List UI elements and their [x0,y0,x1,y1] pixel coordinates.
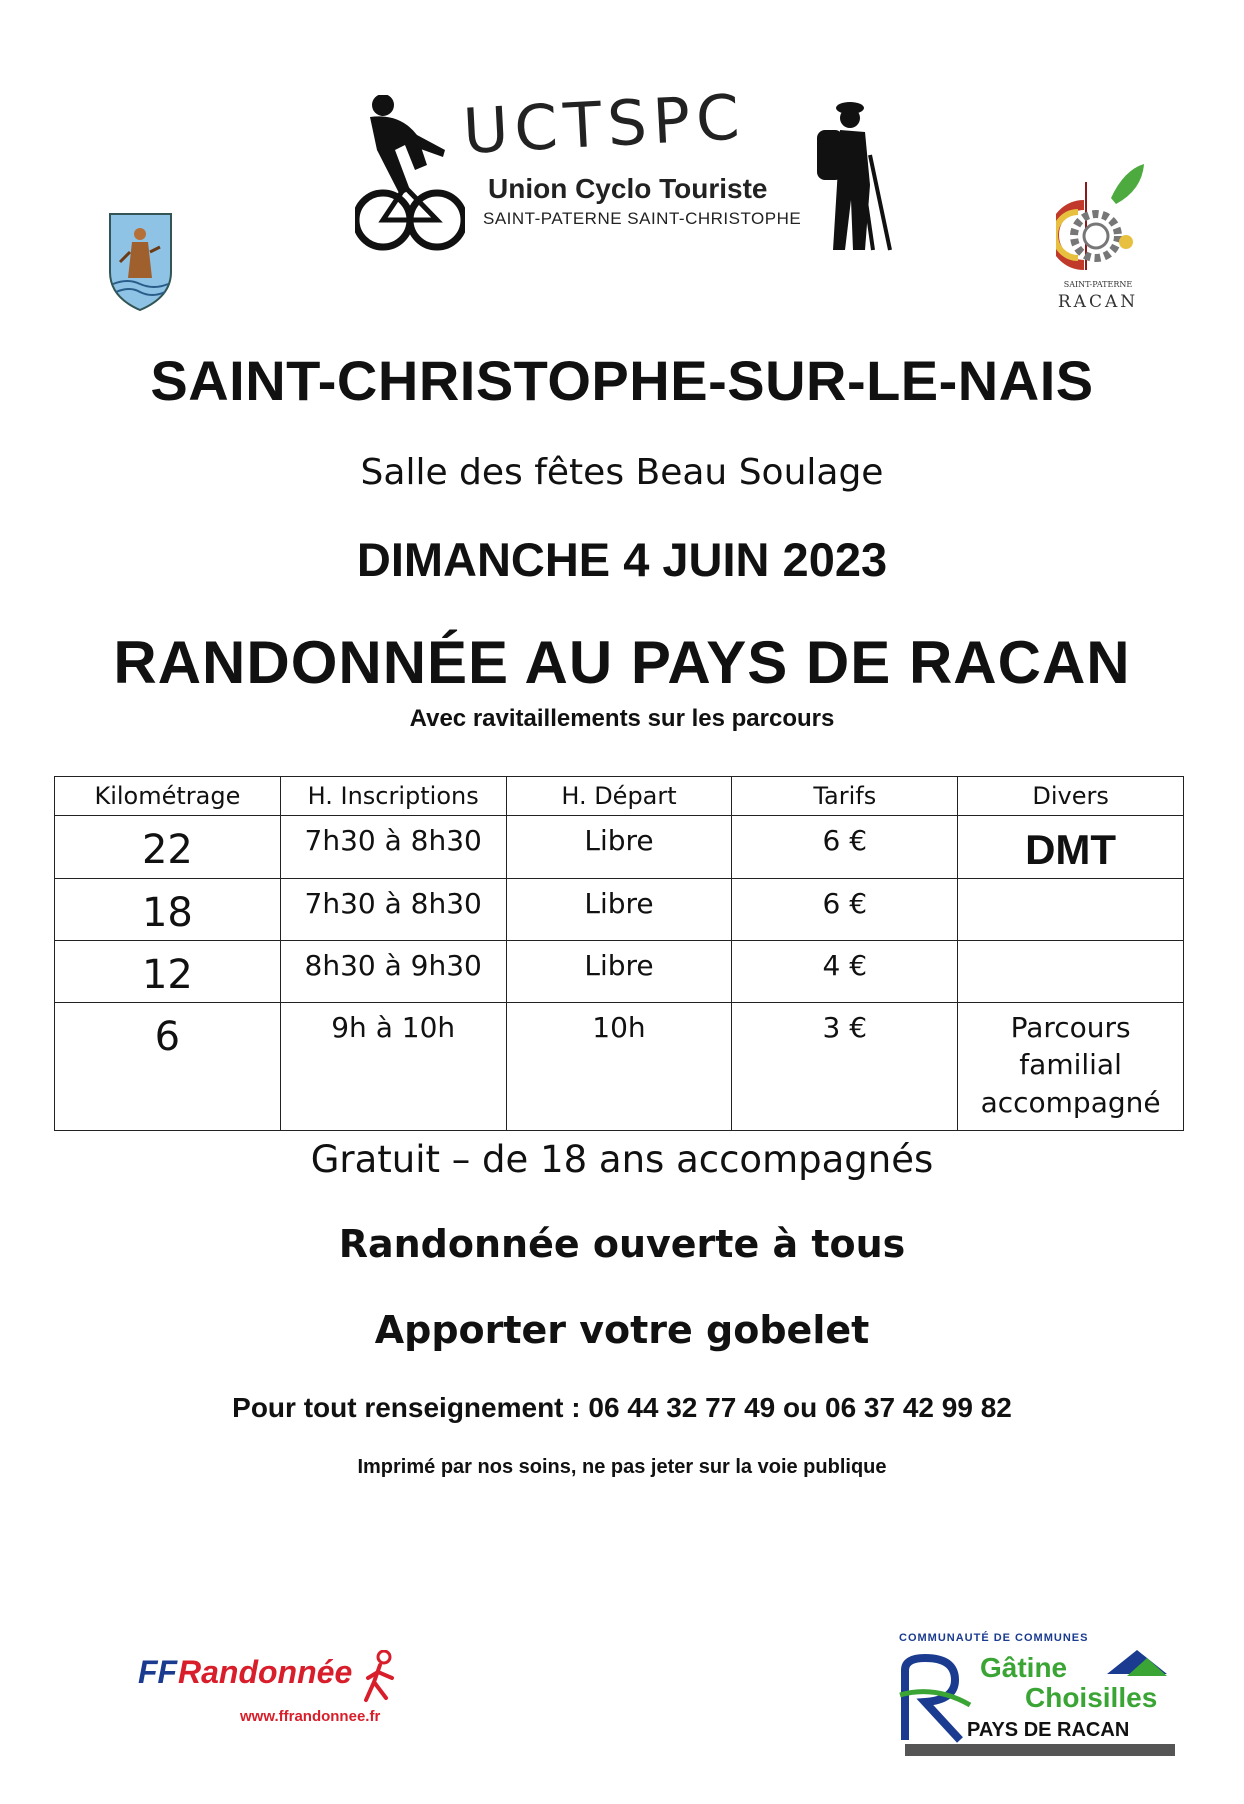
divers-line: accompagné [980,1085,1161,1119]
cell-depart: Libre [506,941,732,1003]
event-venue: Salle des fêtes Beau Soulage [360,452,884,493]
table-header-row [55,777,1184,816]
event-title: RANDONNÉE AU PAYS DE RACAN [113,629,1131,696]
cell-tarif: 6 € [732,816,958,879]
ffr-url: www.ffrandonnee.fr [240,1708,381,1725]
rides-table [54,776,1184,1131]
header-tarifs: Tarifs [732,777,958,816]
table-row [55,878,1184,940]
event-town: SAINT-CHRISTOPHE-SUR-LE-NAIS [150,349,1094,412]
hiker-icon [815,100,905,255]
cc-r-swoosh-icon [895,1650,975,1745]
cc-pays-text: PAYS DE RACAN [967,1719,1130,1741]
cc-tagline-bar [905,1744,1175,1756]
event-subtitle: Avec ravitaillements sur les parcours [409,705,835,732]
cell-inscriptions: 9h à 10h [280,1003,506,1131]
event-date: DIMANCHE 4 JUIN 2023 [356,533,888,586]
cell-depart: Libre [506,816,732,879]
cell-inscriptions: 7h30 à 8h30 [280,816,506,879]
cell-divers [958,878,1184,940]
free-entry-note: Gratuit – de 18 ans accompagnés [310,1138,934,1181]
ffr-ff-text: FF [138,1654,178,1690]
cell-km: 18 [55,878,281,940]
walker-icon [360,1650,400,1705]
cell-depart: 10h [506,1003,732,1131]
header-inscriptions: H. Inscriptions [280,777,506,816]
bring-cup-note: Apporter votre gobelet [374,1308,870,1352]
contact-info: Pour tout renseignement : 06 44 32 77 49 ou 06 37 42 99 82 [232,1392,1012,1423]
divers-line: familial [1019,1048,1122,1082]
table-row [55,941,1184,1003]
cell-divers: DMT [958,816,1184,879]
cell-tarif: 6 € [732,878,958,940]
racan-logo-small-text: SAINT-PATERNE [1063,280,1133,289]
divers-line: Parcours [1010,1011,1131,1045]
cell-depart: Libre [506,878,732,940]
cc-gatine-text: Gâtine [980,1652,1068,1683]
communaute-communes-logo [895,1632,1180,1757]
header-divers: Divers [958,777,1184,816]
cell-km: 22 [55,816,281,879]
shield-crest-icon [108,212,173,312]
club-name: Union Cyclo Touriste [488,173,768,204]
racan-logo-text: RACAN [1057,292,1139,312]
cell-inscriptions: 8h30 à 9h30 [280,941,506,1003]
cc-top-text: COMMUNAUTÉ DE COMMUNES [899,1632,1089,1644]
racan-logo [1048,160,1148,310]
table-row [55,816,1184,879]
club-towns: SAINT-PATERNE SAINT-CHRISTOPHE [483,209,802,228]
club-acronym: UCTSPC [461,80,748,168]
cell-km: 6 [55,1003,281,1131]
ffrandonnee-logo [138,1650,408,1730]
cc-roof-icon [1107,1646,1167,1686]
cell-divers [958,1003,1184,1131]
ffr-rando-text: Randonnée [178,1654,353,1690]
cyclist-icon [355,95,465,255]
header-depart: H. Départ [506,777,732,816]
racan-gear-leaf-icon [1056,160,1146,280]
header-kilometrage: Kilométrage [55,777,281,816]
open-to-all-note: Randonnée ouverte à tous [338,1222,906,1266]
table-row [55,1003,1184,1131]
cell-inscriptions: 7h30 à 8h30 [280,878,506,940]
uctspc-logo [355,80,905,255]
cell-tarif: 3 € [732,1003,958,1131]
printed-notice: Imprimé par nos soins, ne pas jeter sur la voie publique [357,1456,887,1478]
cell-tarif: 4 € [732,941,958,1003]
cc-choisilles-text: Choisilles [1025,1682,1158,1713]
cell-divers [958,941,1184,1003]
cell-km: 12 [55,941,281,1003]
